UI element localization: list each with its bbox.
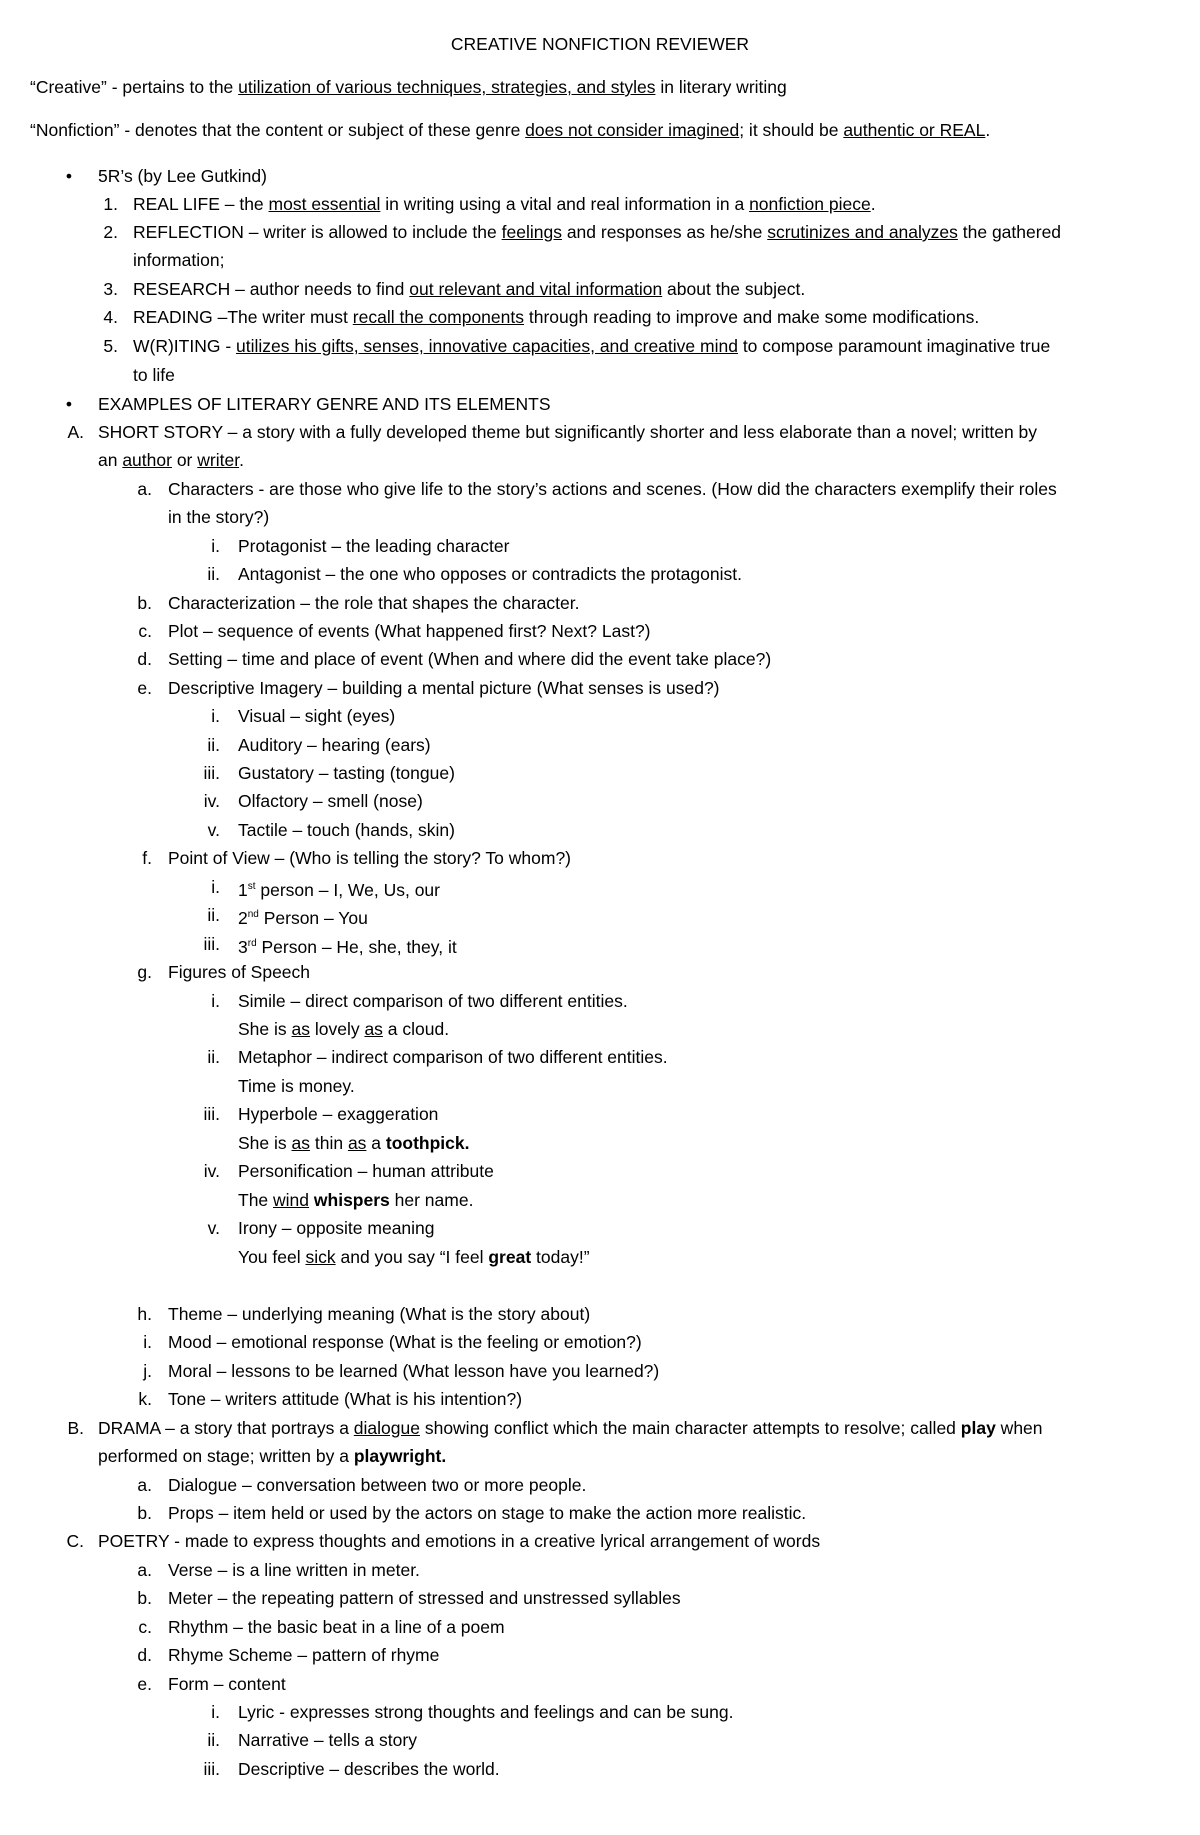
text: Person – He, she, they, it <box>256 936 457 957</box>
five-rs-heading: 5R’s (by Lee Gutkind) <box>98 166 267 186</box>
text: a cloud. <box>382 1019 450 1039</box>
superscript: nd <box>247 909 259 920</box>
text: and you say “I feel <box>335 1247 489 1267</box>
plot-item: Plot – sequence of events (What happened first? Next? Last?) <box>168 621 651 641</box>
list-item-real-life <box>133 193 876 215</box>
text: an <box>98 450 123 470</box>
underlined-text: as <box>291 1133 310 1153</box>
text: RESEARCH – author needs to find <box>133 279 410 299</box>
text: 3 <box>238 936 248 957</box>
list-letter: c. <box>138 621 152 641</box>
superscript: rd <box>247 938 257 949</box>
bullet-icon: • <box>65 394 72 414</box>
list-number: 2. <box>103 222 118 242</box>
nonfiction-definition <box>30 119 990 141</box>
section-marker: B. <box>67 1418 84 1438</box>
meter-item: Meter – the repeating pattern of stressed and unstressed syllables <box>168 1588 681 1608</box>
narrative-item: Narrative – tells a story <box>238 1730 417 1750</box>
point-of-view-item: Point of View – (Who is telling the story? To whom?) <box>168 848 572 868</box>
nonfiction-term: “Nonfiction” <box>30 120 120 140</box>
underlined-text: author <box>122 450 172 470</box>
underlined-text: authentic or REAL <box>843 120 986 140</box>
characters-item: Characters - are those who give life to the story’s actions and scenes. (How did the characters exemplify their roles <box>168 479 1057 499</box>
rhythm-item: Rhythm – the basic beat in a line of a poem <box>168 1617 505 1637</box>
text: . <box>870 194 876 214</box>
text: - pertains to the <box>106 77 239 97</box>
underlined-text: most essential <box>268 194 381 214</box>
list-item-writing <box>133 335 1050 357</box>
text: in literary writing <box>655 77 787 97</box>
third-person-item <box>238 933 457 958</box>
list-letter: a. <box>137 1560 152 1580</box>
text: 1 <box>238 879 248 900</box>
list-letter: j. <box>143 1361 152 1381</box>
underlined-text: as <box>347 1133 367 1153</box>
list-letter: g. <box>137 962 152 982</box>
list-roman: i. <box>211 877 220 897</box>
personification-example <box>238 1189 473 1211</box>
list-item-research <box>133 278 805 300</box>
theme-item: Theme – underlying meaning (What is the story about) <box>168 1304 591 1324</box>
underlined-text: sick <box>305 1247 336 1267</box>
text: the gathered <box>957 222 1062 242</box>
text: 2 <box>238 907 248 928</box>
second-person-item <box>238 904 368 929</box>
list-number: 1. <box>103 194 118 214</box>
verse-item: Verse – is a line written in meter. <box>168 1560 420 1580</box>
text: Person – You <box>258 907 368 928</box>
list-letter: d. <box>137 1645 152 1665</box>
list-number: 3. <box>103 279 118 299</box>
tactile-item: Tactile – touch (hands, skin) <box>238 820 455 840</box>
underlined-text: as <box>364 1019 383 1039</box>
underlined-text: scrutinizes and analyzes <box>767 222 958 242</box>
text: . <box>239 450 244 470</box>
text: She is <box>238 1019 292 1039</box>
setting-item: Setting – time and place of event (When and where did the event take place?) <box>168 649 772 669</box>
list-roman: i. <box>211 536 220 556</box>
underlined-text: nonfiction piece <box>749 194 871 214</box>
text: You feel <box>238 1247 306 1267</box>
text: showing conflict which the main character attempts to resolve; called <box>419 1418 961 1438</box>
list-letter: c. <box>138 1617 152 1637</box>
poetry-definition: POETRY - made to express thoughts and emotions in a creative lyrical arrangement of words <box>98 1531 821 1551</box>
superscript: st <box>247 881 256 892</box>
list-letter: e. <box>137 678 152 698</box>
drama-definition <box>98 1417 1043 1439</box>
list-roman: iv. <box>203 791 220 811</box>
list-letter: f. <box>142 848 152 868</box>
underlined-text: does not consider imagined <box>525 120 740 140</box>
list-letter: e. <box>137 1674 152 1694</box>
creative-term: “Creative” <box>30 77 107 97</box>
underlined-text: utilizes his gifts, senses, innovative capacities, and creative mind <box>236 336 738 356</box>
list-letter: b. <box>137 1503 152 1523</box>
list-roman: i. <box>211 991 220 1011</box>
list-letter: d. <box>137 649 152 669</box>
page-title: CREATIVE NONFICTION REVIEWER <box>450 34 750 54</box>
creative-definition <box>30 76 787 98</box>
characterization-item: Characterization – the role that shapes the character. <box>168 593 580 613</box>
text: . <box>985 120 991 140</box>
text: performed on stage; written by a <box>98 1446 354 1466</box>
text: She is <box>238 1133 292 1153</box>
text: her name. <box>389 1190 474 1210</box>
list-roman: iii. <box>203 1759 220 1779</box>
text: W(R)ITING - <box>133 336 237 356</box>
section-marker: C. <box>66 1531 84 1551</box>
props-item: Props – item held or used by the actors on stage to make the action more realistic. <box>168 1503 807 1523</box>
lyric-item: Lyric - expresses strong thoughts and feelings and can be sung. <box>238 1702 734 1722</box>
list-letter: a. <box>137 479 152 499</box>
list-item-continuation: information; <box>133 250 225 270</box>
list-number: 5. <box>103 336 118 356</box>
underlined-text: wind <box>273 1190 310 1210</box>
text: DRAMA – a story that portrays a <box>98 1418 354 1438</box>
text: REFLECTION – writer is allowed to include the <box>133 222 502 242</box>
hyperbole-item: Hyperbole – exaggeration <box>238 1104 439 1124</box>
section-marker: A. <box>67 422 84 442</box>
list-roman: ii. <box>207 735 220 755</box>
text: through reading to improve and make some modifications. <box>524 307 980 327</box>
bold-text: playwright. <box>353 1446 447 1466</box>
simile-item: Simile – direct comparison of two different entities. <box>238 991 628 1011</box>
list-roman: iv. <box>203 1161 220 1181</box>
form-item: Form – content <box>168 1674 286 1694</box>
list-item-continuation: to life <box>133 365 175 385</box>
mood-item: Mood – emotional response (What is the feeling or emotion?) <box>168 1332 642 1352</box>
list-item-reflection <box>133 221 1061 243</box>
text: lovely <box>309 1019 365 1039</box>
text: or <box>171 450 198 470</box>
text: READING –The writer must <box>133 307 353 327</box>
auditory-item: Auditory – hearing (ears) <box>238 735 431 755</box>
list-number: 4. <box>103 307 118 327</box>
drama-definition-cont <box>98 1445 446 1467</box>
text: today!” <box>531 1247 590 1267</box>
text: and responses as he/she <box>561 222 768 242</box>
list-item-reading <box>133 306 979 328</box>
underlined-text: feelings <box>501 222 562 242</box>
descriptive-item: Descriptive – describes the world. <box>238 1759 500 1779</box>
protagonist-item: Protagonist – the leading character <box>238 536 510 556</box>
tone-item: Tone – writers attitude (What is his intention?) <box>168 1389 523 1409</box>
list-roman: v. <box>207 1218 220 1238</box>
characters-item-cont: in the story?) <box>168 507 270 527</box>
imagery-item: Descriptive Imagery – building a mental picture (What senses is used?) <box>168 678 720 698</box>
list-roman: i. <box>211 1702 220 1722</box>
underlined-text: recall the components <box>352 307 524 327</box>
list-roman: iii. <box>203 763 220 783</box>
text: - denotes that the content or subject of these genre <box>119 120 526 140</box>
list-letter: h. <box>137 1304 152 1324</box>
personification-item: Personification – human attribute <box>238 1161 494 1181</box>
antagonist-item: Antagonist – the one who opposes or contradicts the protagonist. <box>238 564 742 584</box>
text: in writing using a vital and real information in a <box>380 194 750 214</box>
list-letter: i. <box>143 1332 152 1352</box>
text: when <box>995 1418 1043 1438</box>
simile-example <box>238 1018 449 1040</box>
gustatory-item: Gustatory – tasting (tongue) <box>238 763 455 783</box>
underlined-text: as <box>291 1019 310 1039</box>
underlined-text: utilization of various techniques, strategies, and styles <box>238 77 656 97</box>
list-roman: iii. <box>203 1104 220 1124</box>
text: thin <box>309 1133 348 1153</box>
list-roman: v. <box>207 820 220 840</box>
text: a <box>366 1133 386 1153</box>
first-person-item <box>238 876 440 901</box>
dialogue-item: Dialogue – conversation between two or more people. <box>168 1475 587 1495</box>
bold-text: toothpick. <box>385 1133 470 1153</box>
underlined-text: dialogue <box>353 1418 420 1438</box>
text: to compose paramount imaginative true <box>737 336 1051 356</box>
list-letter: k. <box>138 1389 152 1409</box>
visual-item: Visual – sight (eyes) <box>238 706 396 726</box>
metaphor-item: Metaphor – indirect comparison of two different entities. <box>238 1047 668 1067</box>
list-roman: ii. <box>207 564 220 584</box>
olfactory-item: Olfactory – smell (nose) <box>238 791 423 811</box>
text: ; it should be <box>739 120 844 140</box>
list-letter: b. <box>137 1588 152 1608</box>
metaphor-example: Time is money. <box>238 1076 355 1096</box>
list-letter: a. <box>137 1475 152 1495</box>
text: REAL LIFE – the <box>133 194 269 214</box>
text: person – I, We, Us, our <box>255 879 440 900</box>
underlined-text: out relevant and vital information <box>409 279 663 299</box>
irony-item: Irony – opposite meaning <box>238 1218 435 1238</box>
bold-text: whispers <box>313 1190 390 1210</box>
bullet-icon: • <box>65 166 72 186</box>
list-roman: ii. <box>207 1730 220 1750</box>
text: about the subject. <box>662 279 806 299</box>
examples-heading: EXAMPLES OF LITERARY GENRE AND ITS ELEMENTS <box>98 394 551 414</box>
list-letter: b. <box>137 593 152 613</box>
bold-text: great <box>488 1247 532 1267</box>
short-story-definition: SHORT STORY – a story with a fully developed theme but significantly shorter and less elaborate than a novel; written by <box>98 422 1038 442</box>
moral-item: Moral – lessons to be learned (What lesson have you learned?) <box>168 1361 660 1381</box>
list-roman: i. <box>211 706 220 726</box>
hyperbole-example <box>238 1132 470 1154</box>
rhyme-scheme-item: Rhyme Scheme – pattern of rhyme <box>168 1645 440 1665</box>
list-roman: ii. <box>207 1047 220 1067</box>
short-story-definition-cont <box>98 449 244 471</box>
figures-of-speech-item: Figures of Speech <box>168 962 311 982</box>
list-roman: iii. <box>203 934 220 954</box>
bold-text: play <box>960 1418 996 1438</box>
irony-example <box>238 1246 590 1268</box>
list-roman: ii. <box>207 905 220 925</box>
underlined-text: writer <box>197 450 240 470</box>
text: The <box>238 1190 274 1210</box>
